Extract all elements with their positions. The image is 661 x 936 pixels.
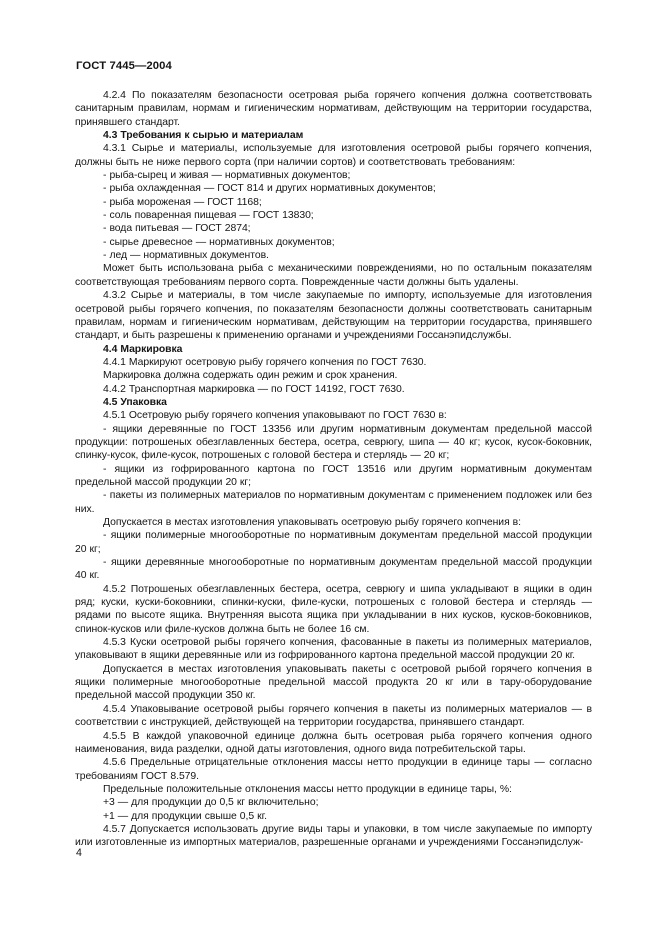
paragraph: 4.5.6 Предельные отрицательные отклонения массы нетто продукции в единице тары — согласно требованиям ГОСТ 8.579. [75, 757, 592, 782]
paragraph: Маркировка должна содержать один режим и срок хранения. [103, 370, 398, 382]
paragraph: 4.5.5 В каждой упаковочной единице должна быть осетровая рыба горячего копчения одного наименования, вида разделки, одной даты изготовления, одного вида потребительской тары. [75, 730, 592, 755]
paragraph: 4.4.2 Транспортная маркировка — по ГОСТ 14192, ГОСТ 7630. [103, 383, 405, 395]
paragraph: 4.5.2 Потрошеных обезглавленных бестера, осетра, севрюгу и шипа укладывают в ящики в один ряд; куски, куски-боковники, спинки-куски, филе-куски, потрошеных с головой бестера и стерлядь — рядами по высоте ящика. Внутренняя высота ящика при укладывании в них кусков, кусков-боковников, спинок-кусков или филе-кусков должна быть не более 16 см. [75, 583, 592, 635]
document-body [75, 89, 592, 850]
paragraph: 4.3.1 Сырье и материалы, используемые для изготовления осетровой рыбы горячего копчения, должны быть не ниже первого сорта (при наличии сортов) и соответствовать требованиям: [75, 143, 592, 168]
running-header: ГОСТ 7445—2004 [76, 60, 172, 72]
list-item: - сырье древесное — нормативных документов; [103, 236, 335, 248]
list-item: - ящики из гофрированного картона по ГОСТ 13516 или другим нормативным документам предельной массой продукции 20 кг; [75, 463, 592, 488]
list-item: - вода питьевая — ГОСТ 2874; [103, 223, 251, 235]
list-item: - рыба-сырец и живая — нормативных документов; [103, 170, 351, 182]
paragraph: Предельные положительные отклонения массы нетто продукции в единице тары, %: [103, 783, 512, 795]
paragraph: Допускается в местах изготовления упаковывать осетровую рыбу горячего копчения в: [103, 517, 521, 528]
paragraph: 4.2.4 По показателям безопасности осетровая рыба горячего копчения должна соответствовать санитарным правилам, нормам и гигиеническим нормативам, действующим на территории государства, принявшего стандарт. [75, 90, 592, 128]
page-number: 4 [76, 847, 82, 859]
paragraph: 4.5.1 Осетровую рыбу горячего копчения упаковывают по ГОСТ 7630 в: [103, 410, 447, 422]
paragraph: 4.4.1 Маркируют осетровую рыбу горячего копчения по ГОСТ 7630. [103, 356, 427, 368]
list-item: - ящики деревянные многооборотные по нормативным документам предельной массой продукции 40 кг. [75, 557, 592, 582]
paragraph: Допускается в местах изготовления упаковывать пакеты с осетровой рыбой горячего копчения в ящики полимерные многооборотные предельной массой продукта 20 кг или в тару-оборудование предельной массой продукции 350 кг. [75, 663, 592, 702]
list-item: - рыба мороженая — ГОСТ 1168; [103, 196, 262, 208]
list-item: - лед — нормативных документов. [103, 250, 269, 262]
list-item: - соль поваренная пищевая — ГОСТ 13830; [103, 210, 314, 222]
paragraph: +3 — для продукции до 0,5 кг включительно; [103, 797, 319, 809]
list-item: - рыба охлажденная — ГОСТ 814 и других нормативных документов; [103, 183, 436, 195]
paragraph: 4.5.4 Упаковывание осетровой рыбы горячего копчения в пакеты из полимерных материалов — в соответствии с инструкцией, действующей на территории государства, принявшего стандарт. [75, 703, 592, 729]
list-item: - ящики деревянные по ГОСТ 13356 или другим нормативным документам предельной массой продукции: потрошеных обезглавленных бестера, осетра, севрюгу, шипа — 40 кг; кусок, кусок-боковник, спинку-кусок, филе-кусок, потрошеных с головой бестера и стерлядь — 20 кг; [75, 423, 592, 462]
paragraph: +1 — для продукции свыше 0,5 кг. [103, 810, 267, 822]
section-heading: 4.4 Маркировка [103, 343, 183, 355]
paragraph: 4.3.2 Сырье и материалы, в том числе закупаемые по импорту, используемые для изготовления осетровой рыбы горячего копчения, по показателям безопасности должны соответствовать санитарным правилам, нормам и гигиеническим нормативам, действующим на территории государства, принявшего стандарт, и быть разрешены к применению органами и учреждениями Госсанэпидслужбы. [75, 290, 592, 342]
list-item: - пакеты из полимерных материалов по нормативным документам с применением подложек или без них. [75, 490, 592, 515]
paragraph: Может быть использована рыба с механическими повреждениями, но по остальным показателям соответствующая требованиям первого сорта. Поврежденные части должны быть удалены. [75, 263, 592, 288]
section-heading: 4.5 Упаковка [103, 396, 167, 408]
paragraph: 4.5.3 Куски осетровой рыбы горячего копчения, фасованные в пакеты из полимерных материалов, упаковывают в ящики деревянные или из гофрированного картона предельной массой продукции 20 кг. [75, 637, 592, 662]
paragraph: 4.5.7 Допускается использовать другие виды тары и упаковки, в том числе закупаемые по импорту или изготовленные из импортных материалов, разрешенные органами и учреждениями Госсанэпидслуж- [75, 823, 592, 849]
list-item: - ящики полимерные многооборотные по нормативным документам предельной массой продукции 20 кг; [75, 530, 592, 555]
section-heading: 4.3 Требования к сырью и материалам [103, 130, 304, 142]
